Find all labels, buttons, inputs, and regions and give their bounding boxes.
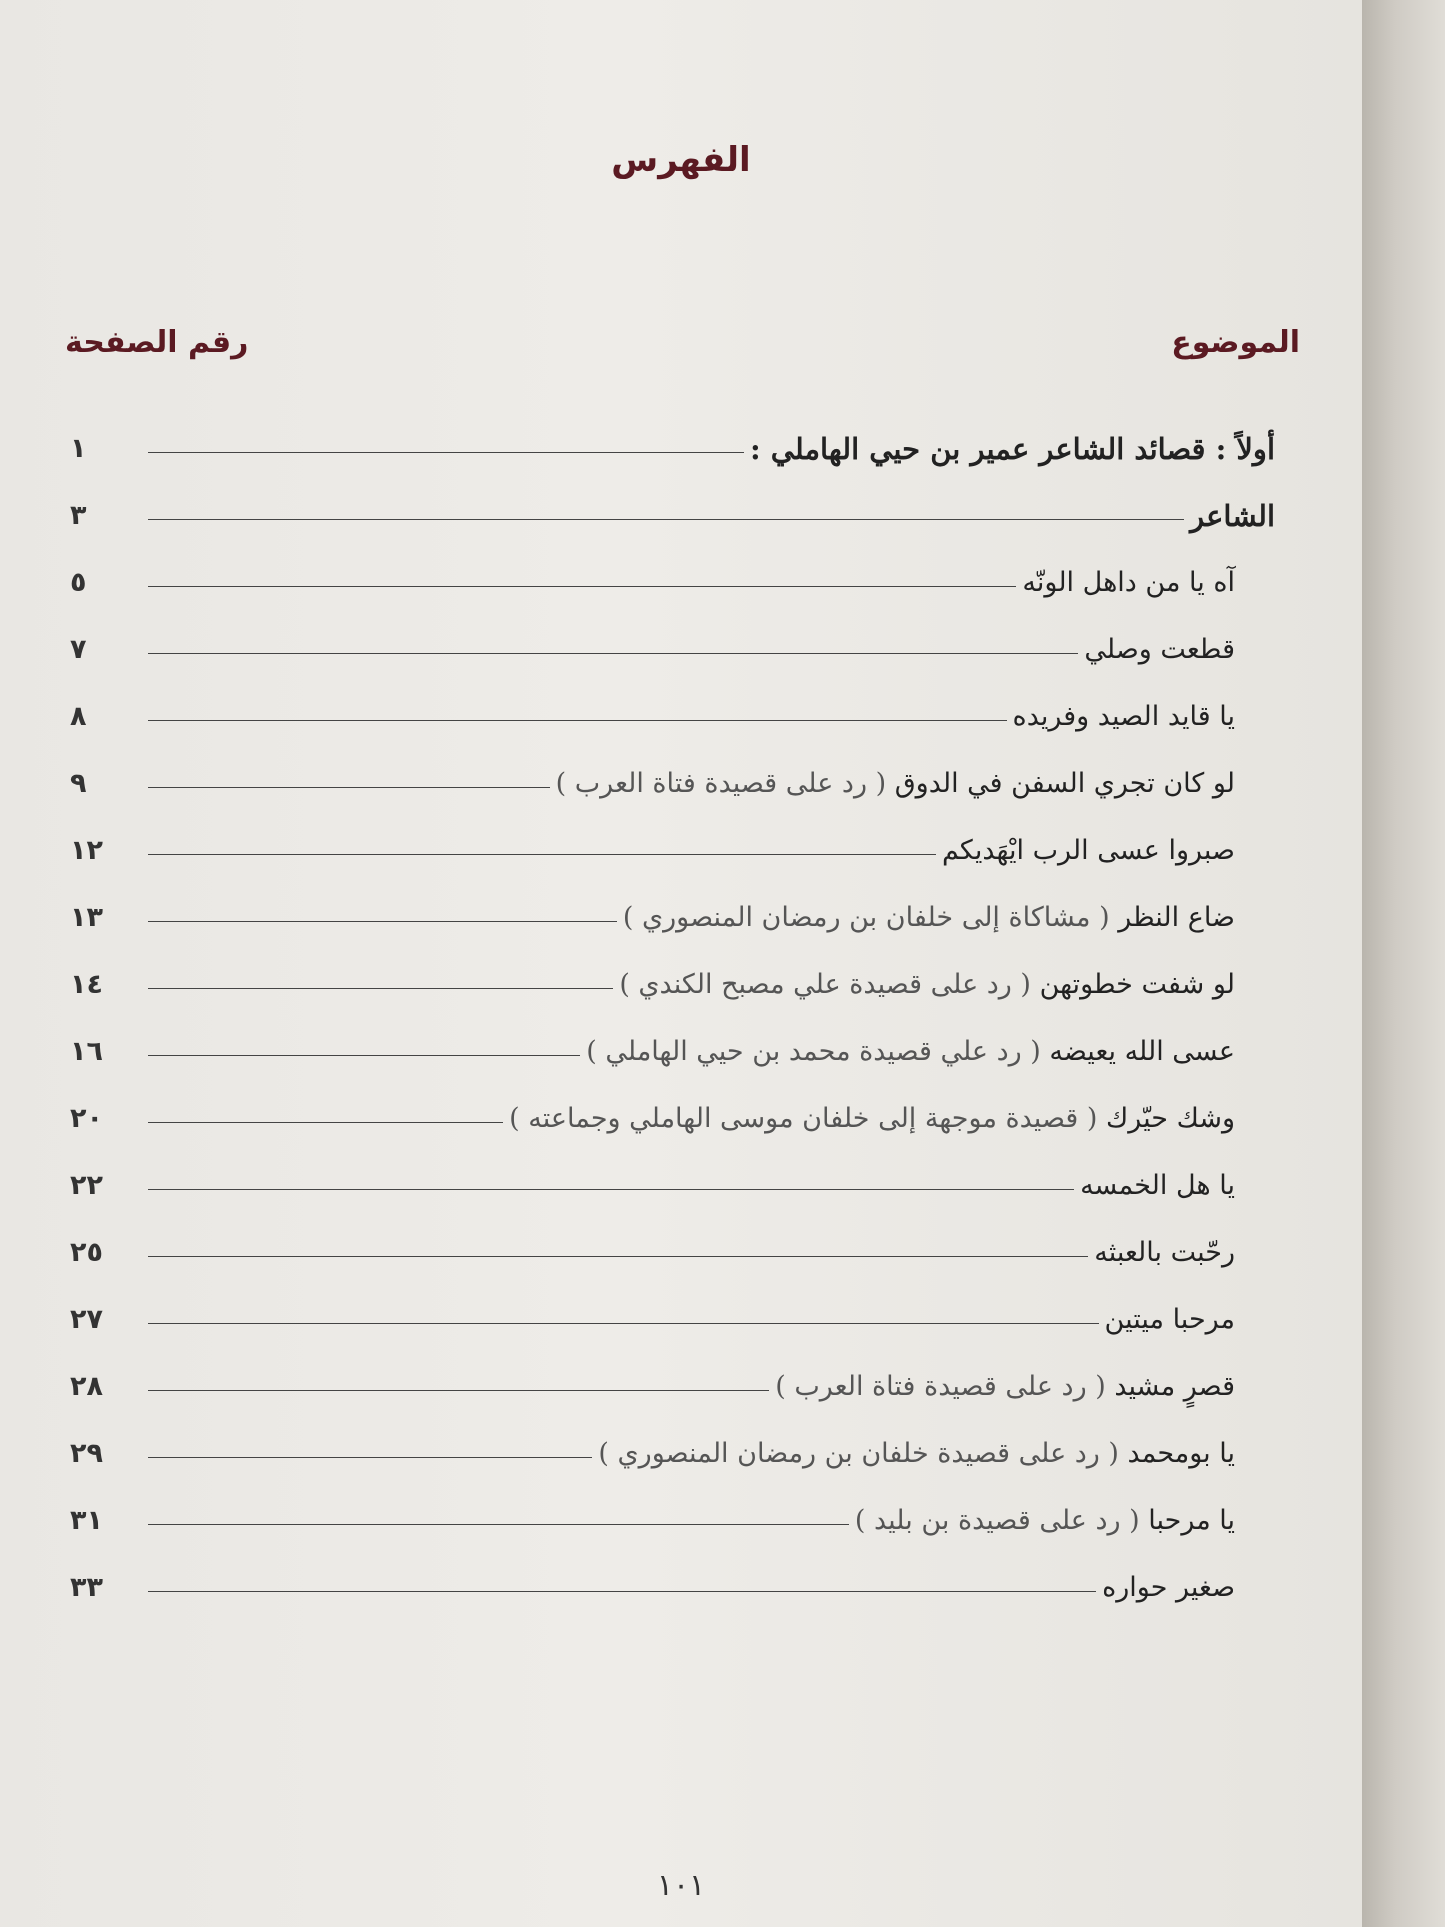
- toc-entry-label: آه يا من داهل الونّه: [1022, 567, 1235, 598]
- toc-row: [70, 482, 1275, 549]
- toc-page-number: ١: [70, 433, 87, 464]
- toc-entry-label: الشاعر: [1190, 498, 1275, 533]
- toc-page-number: ٣٣: [70, 1572, 103, 1603]
- toc-entry-note: ( رد على قصيدة خلفان بن رمضان المنصوري ): [598, 1438, 1119, 1469]
- toc-row: [70, 683, 1275, 750]
- toc-entry-label: قصرٍ مشيد ( رد على قصيدة فتاة العرب ): [775, 1371, 1235, 1402]
- leader-line: [148, 1256, 1088, 1257]
- toc-page-number: ٢٥: [70, 1237, 103, 1268]
- leader-line: [148, 519, 1184, 520]
- toc-page-number: ٢٠: [70, 1103, 103, 1134]
- table-of-contents: [70, 415, 1275, 1621]
- leader-line: [148, 1323, 1099, 1324]
- toc-entry-label: رحّبت بالعبثه: [1094, 1237, 1235, 1268]
- toc-page-number: ٢٨: [70, 1371, 103, 1402]
- toc-entry-label: لو شفت خطوتهن ( رد على قصيدة علي مصبح الكندي ): [619, 969, 1235, 1000]
- page-title: الفهرس: [611, 140, 751, 180]
- toc-entry-label: مرحبا ميتين: [1104, 1304, 1235, 1335]
- toc-row: [70, 951, 1275, 1018]
- leader-line: [148, 653, 1078, 654]
- leader-line: [148, 1390, 769, 1391]
- toc-entry-label: صبروا عسى الرب ايْهَديكم: [941, 835, 1235, 866]
- toc-row: [70, 1420, 1275, 1487]
- toc-page-number: ١٦: [70, 1036, 103, 1067]
- toc-entry-note: ( رد علي قصيدة محمد بن حيي الهاملي ): [586, 1036, 1041, 1067]
- leader-line: [148, 720, 1007, 721]
- book-gutter: [1362, 0, 1445, 1927]
- toc-page-number: ٣: [70, 500, 87, 531]
- toc-entry-label: عسى الله يعيضه ( رد علي قصيدة محمد بن حيي الهاملي ): [586, 1036, 1235, 1067]
- toc-entry-label: أولاً : قصائد الشاعر عمير بن حيي الهاملي :: [749, 431, 1275, 466]
- toc-page-number: ٩: [70, 768, 87, 799]
- toc-entry-note: ( مشاكاة إلى خلفان بن رمضان المنصوري ): [622, 902, 1110, 933]
- toc-entry-label: يا بومحمد ( رد على قصيدة خلفان بن رمضان المنصوري ): [598, 1438, 1235, 1469]
- toc-page-number: ٨: [70, 701, 87, 732]
- leader-line: [148, 787, 550, 788]
- toc-row: [70, 750, 1275, 817]
- toc-page-number: ٥: [70, 567, 87, 598]
- page-number: ١٠١: [656, 1868, 706, 1903]
- toc-row: [70, 1219, 1275, 1286]
- leader-line: [148, 1122, 503, 1123]
- toc-page-number: ٧: [70, 634, 87, 665]
- toc-row: [70, 817, 1275, 884]
- toc-row: [70, 1085, 1275, 1152]
- toc-entry-label: يا هل الخمسه: [1080, 1170, 1235, 1201]
- toc-entry-note: ( قصيدة موجهة إلى خلفان موسى الهاملي وجماعته ): [509, 1103, 1098, 1134]
- toc-page-number: ١٤: [70, 969, 103, 1000]
- topic-column-header: الموضوع: [1171, 325, 1300, 360]
- page-column-header: رقم الصفحة: [65, 325, 249, 360]
- toc-entry-label: قطعت وصلي: [1084, 634, 1235, 665]
- toc-page-number: ١٢: [70, 835, 103, 866]
- toc-row: [70, 1353, 1275, 1420]
- toc-page-number: ٢٢: [70, 1170, 103, 1201]
- toc-row: [70, 1286, 1275, 1353]
- leader-line: [148, 1457, 592, 1458]
- leader-line: [148, 1591, 1096, 1592]
- toc-row: [70, 415, 1275, 482]
- toc-row: [70, 884, 1275, 951]
- toc-entry-label: يا مرحبا ( رد على قصيدة بن بليد ): [854, 1505, 1235, 1536]
- leader-line: [148, 1189, 1074, 1190]
- leader-line: [148, 1055, 580, 1056]
- toc-page-number: ٢٧: [70, 1304, 103, 1335]
- leader-line: [148, 1524, 849, 1525]
- toc-entry-note: ( رد على قصيدة علي مصبح الكندي ): [619, 969, 1031, 1000]
- toc-row: [70, 549, 1275, 616]
- toc-entry-label: ضاع النظر ( مشاكاة إلى خلفان بن رمضان المنصوري ): [622, 902, 1235, 933]
- leader-line: [148, 854, 936, 855]
- toc-entry-note: ( رد على قصيدة فتاة العرب ): [775, 1371, 1106, 1402]
- toc-entry-label: صغير حواره: [1102, 1572, 1235, 1603]
- toc-row: [70, 1018, 1275, 1085]
- toc-row: [70, 1554, 1275, 1621]
- toc-entry-label: وشك حيّرك ( قصيدة موجهة إلى خلفان موسى الهاملي وجماعته ): [509, 1103, 1235, 1134]
- toc-page-number: ٣١: [70, 1505, 103, 1536]
- toc-page-number: ١٣: [70, 902, 103, 933]
- leader-line: [148, 988, 613, 989]
- toc-row: [70, 616, 1275, 683]
- toc-row: [70, 1152, 1275, 1219]
- toc-row: [70, 1487, 1275, 1554]
- leader-line: [148, 921, 617, 922]
- leader-line: [148, 452, 744, 453]
- toc-entry-note: ( رد على قصيدة فتاة العرب ): [555, 768, 887, 799]
- toc-entry-note: ( رد على قصيدة بن بليد ): [854, 1505, 1140, 1536]
- toc-entry-label: لو كان تجري السفن في الدوق ( رد على قصيدة فتاة العرب ): [555, 768, 1235, 799]
- toc-page-number: ٢٩: [70, 1438, 103, 1469]
- leader-line: [148, 586, 1016, 587]
- toc-entry-label: يا قايد الصيد وفريده: [1012, 701, 1235, 732]
